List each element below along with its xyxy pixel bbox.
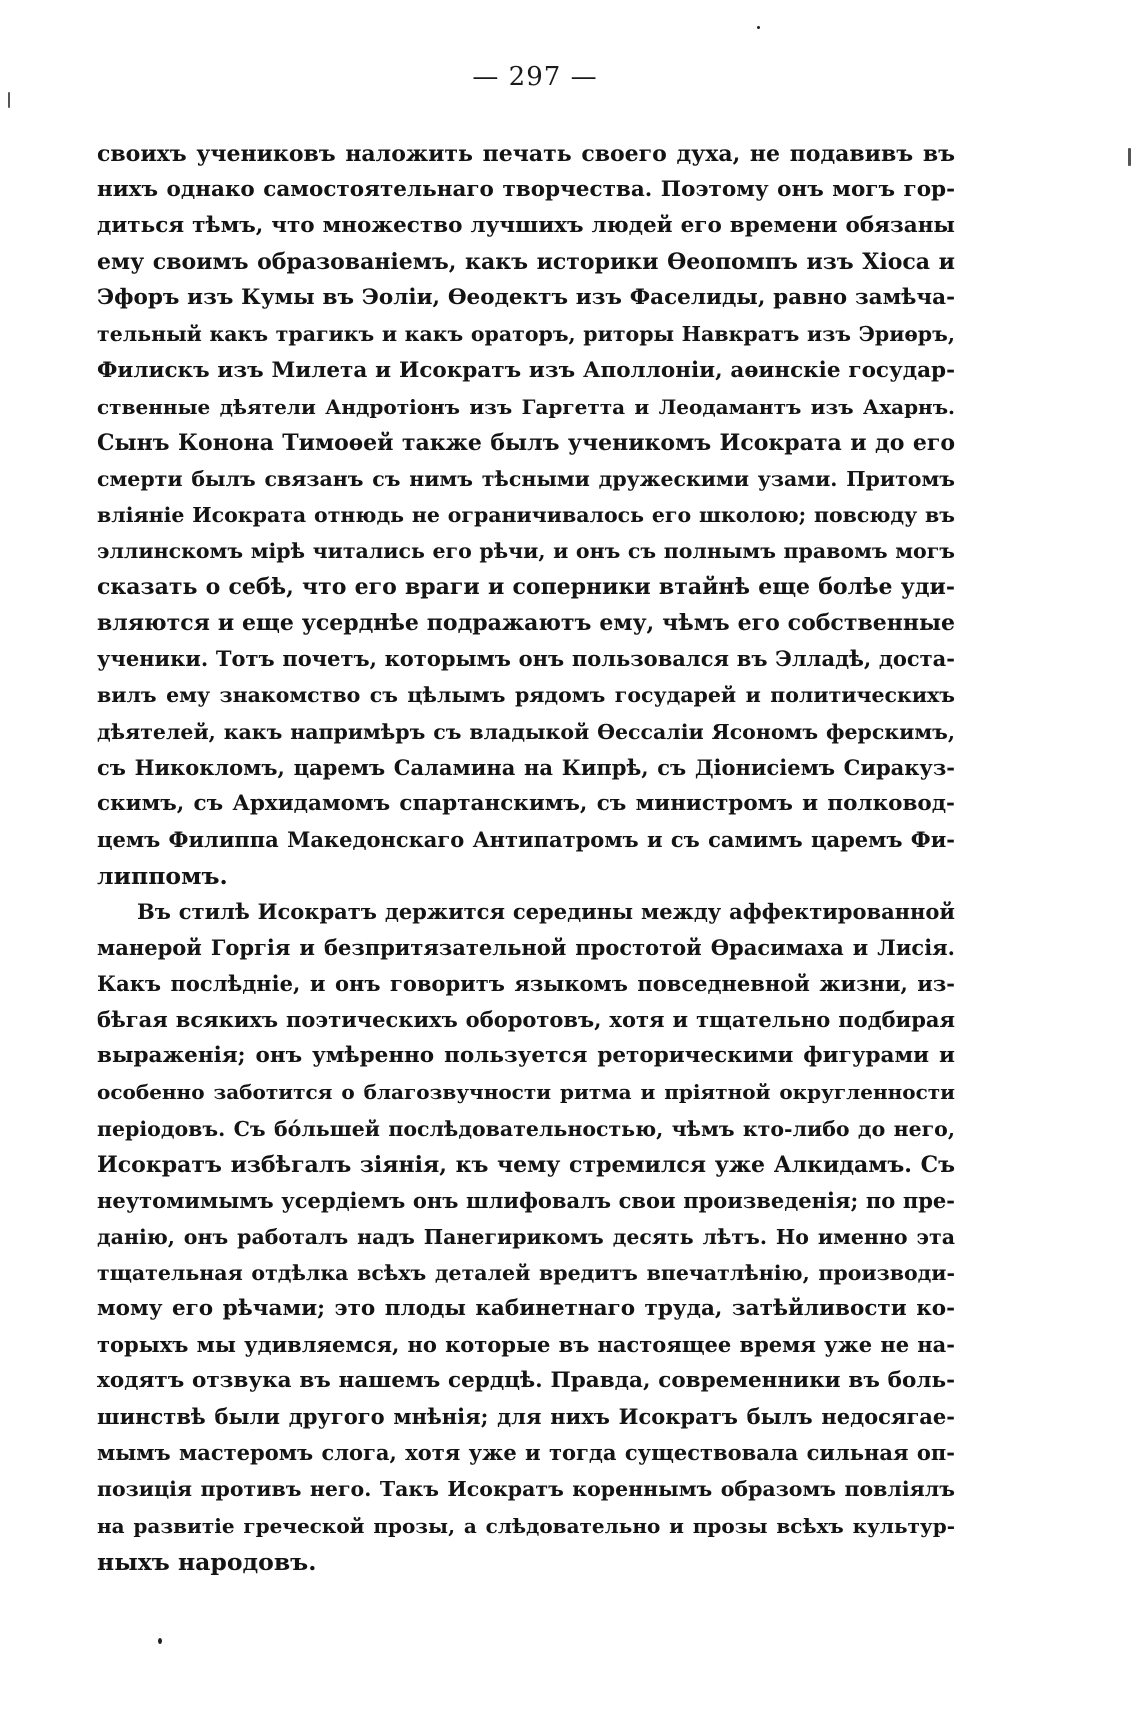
paragraph <box>97 894 955 1580</box>
page-number: — 297 — <box>472 62 598 92</box>
text-line: торыхъ мы удивляемся, но которые въ настоящее время уже не на- <box>97 1332 955 1358</box>
text-line: особенно заботится о благозвучности ритма и пріятной округленности <box>97 1080 955 1105</box>
text-line: шинствѣ были другого мнѣнія; для нихъ Исократъ былъ недосягае- <box>97 1404 955 1430</box>
text-line: выраженія; онъ умѣренно пользуется реторическими фигурами и <box>97 1043 955 1069</box>
text-line: ходятъ отзвука въ нашемъ сердцѣ. Правда, современники въ боль- <box>97 1368 955 1394</box>
text-line: эллинскомъ мірѣ читались его рѣчи, и онъ съ полнымъ правомъ могъ <box>97 539 955 564</box>
left-margin-mark <box>8 92 10 108</box>
text-line: мому его рѣчами; это плоды кабинетнаго труда, затѣйливости ко- <box>97 1296 955 1321</box>
text-line: скимъ, съ Архидамомъ спартанскимъ, съ министромъ и полковод- <box>97 790 955 816</box>
text-line: съ Никокломъ, царемъ Саламина на Кипрѣ, съ Діонисіемъ Сиракуз- <box>97 754 955 780</box>
text-line: Эфоръ изъ Кумы въ Эоліи, Ѳеодектъ изъ Фаселиды, равно замѣча- <box>97 285 955 311</box>
text-line: вліяніе Исократа отнюдь не ограничивалось его школою; повсюду въ <box>97 502 955 527</box>
text-line: дѣятелей, какъ напримѣръ съ владыкой Ѳессаліи Ясономъ ферскимъ, <box>97 719 955 744</box>
text-line: ственные дѣятели Андротіонъ изъ Гаргетта и Леодамантъ изъ Ахарнъ. <box>97 394 955 419</box>
text-line: ученики. Тотъ почетъ, которымъ онъ пользовался въ Элладѣ, доста- <box>97 646 955 672</box>
right-margin-mark <box>1128 148 1131 166</box>
text-line: на развитіе греческой прозы, а слѣдовательно и прозы всѣхъ культур- <box>97 1513 955 1538</box>
text-line: цемъ Филиппа Македонскаго Антипатромъ и съ самимъ царемъ Фи- <box>97 826 955 852</box>
body-text <box>97 136 955 1580</box>
text-line: данію, онъ работалъ надъ Панегирикомъ десять лѣтъ. Но именно эта <box>97 1224 955 1249</box>
text-line: смерти былъ связанъ съ нимъ тѣсными дружескими узами. Притомъ <box>97 466 955 491</box>
text-line: нихъ однако самостоятельнаго творчества. Поэтому онъ могъ гор- <box>97 177 955 203</box>
text-line: ныхъ народовъ. <box>97 1547 317 1576</box>
text-line: бѣгая всякихъ поэтическихъ оборотовъ, хотя и тщательно подбирая <box>97 1007 955 1033</box>
text-line: Исократъ избѣгалъ зіянія, къ чему стремился уже Алкидамъ. Съ <box>97 1151 955 1178</box>
text-line: тельный какъ трагикъ и какъ ораторъ, риторы Навкратъ изъ Эриѳръ, <box>97 322 955 347</box>
text-line: тщательная отдѣлка всѣхъ деталей вредитъ впечатлѣнію, производи- <box>97 1260 955 1285</box>
text-line: липпомъ. <box>97 861 228 890</box>
text-line: ему своимъ образованіемъ, какъ историки Ѳеопомпъ изъ Хіоса и <box>97 249 955 276</box>
text-line: Какъ послѣдніе, и онъ говоритъ языкомъ повседневной жизни, из- <box>97 971 955 997</box>
text-line: неутомимымъ усердіемъ онъ шлифовалъ свои произведенія; по пре- <box>97 1187 955 1213</box>
text-line: періодовъ. Съ бóльшей послѣдовательностью, чѣмъ кто-либо до него, <box>97 1116 955 1141</box>
text-line: вилъ ему знакомство съ цѣлымъ рядомъ государей и политическихъ <box>97 683 955 708</box>
text-line: манерой Горгія и безпритязательной простотой Ѳрасимаха и Лисія. <box>97 935 955 961</box>
text-line: позиція противъ него. Такъ Исократъ кореннымъ образомъ повліялъ <box>97 1477 955 1502</box>
text-line: Въ стилѣ Исократъ держится середины между аффектированной <box>137 898 955 924</box>
bottom-speck <box>158 1638 162 1644</box>
top-speck <box>757 26 760 29</box>
text-line: своихъ учениковъ наложить печать своего духа, не подавивъ въ <box>97 141 955 167</box>
text-line: мымъ мастеромъ слога, хотя уже и тогда существовала сильная оп- <box>97 1440 955 1466</box>
text-line: вляются и еще усерднѣе подражаютъ ему, чѣмъ его собственные <box>97 610 955 637</box>
text-line: диться тѣмъ, что множество лучшихъ людей его времени обязаны <box>97 213 955 239</box>
paragraph <box>97 136 955 894</box>
text-line: сказать о себѣ, что его враги и соперники втайнѣ еще болѣе уди- <box>97 574 955 601</box>
text-line: Филискъ изъ Милета и Исократъ изъ Аполлоніи, аѳинскіе государ- <box>97 357 955 383</box>
text-line: Сынъ Конона Тимоѳей также былъ ученикомъ Исократа и до его <box>97 429 955 456</box>
